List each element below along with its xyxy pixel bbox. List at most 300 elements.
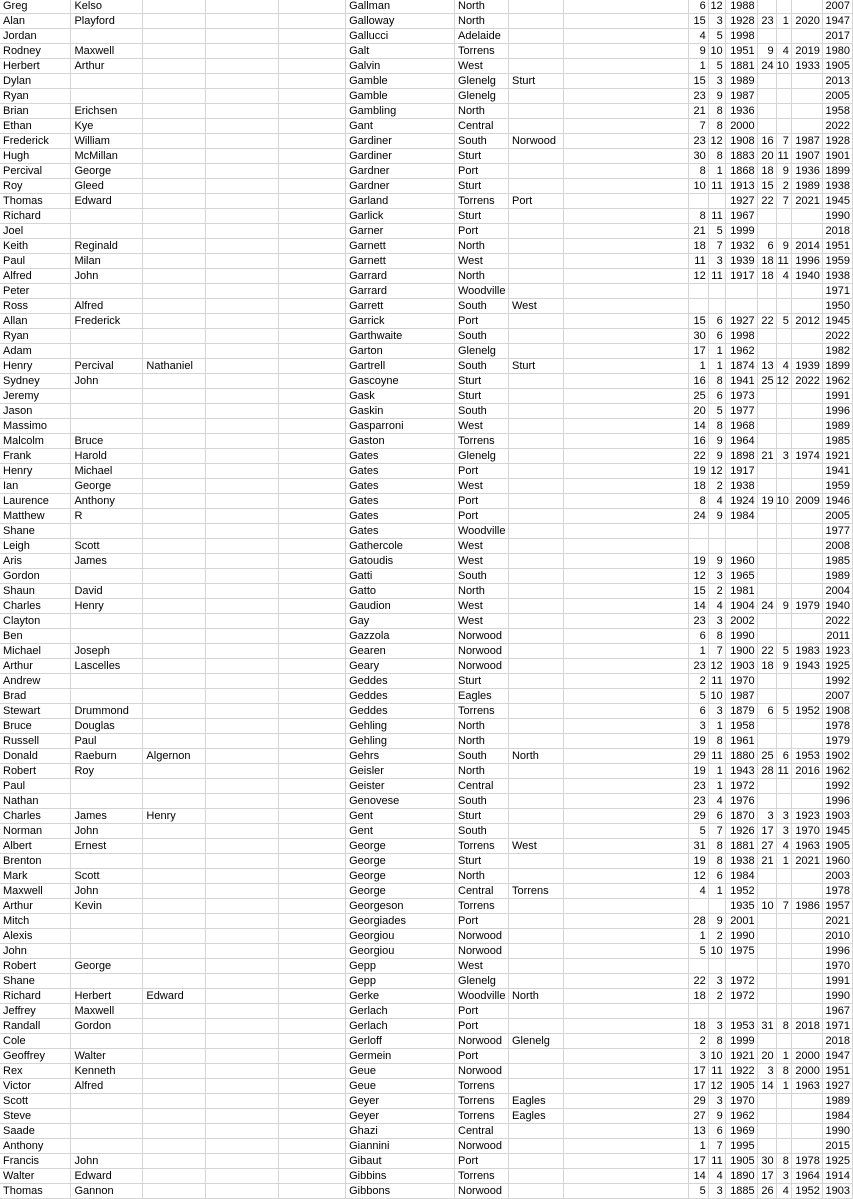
first-name-cell[interactable]: Brian (0, 104, 71, 119)
debut-year-cell[interactable]: 1903 (822, 809, 852, 824)
death-month-cell[interactable]: 3 (776, 449, 791, 464)
death-year-cell[interactable]: 1974 (791, 449, 822, 464)
blank-col-d-cell[interactable] (206, 629, 279, 644)
birth-month-cell[interactable]: 3 (708, 704, 725, 719)
death-year-cell[interactable]: 1979 (791, 599, 822, 614)
blank-col-d-cell[interactable] (206, 299, 279, 314)
blank-col-e-cell[interactable] (279, 359, 346, 374)
birth-day-cell[interactable]: 25 (688, 389, 708, 404)
birth-year-cell[interactable]: 1917 (725, 269, 757, 284)
death-year-cell[interactable]: 1964 (791, 1169, 822, 1184)
first-name-cell[interactable]: Geoffrey (0, 1049, 71, 1064)
death-month-cell[interactable]: 7 (776, 899, 791, 914)
third-name-cell[interactable] (143, 74, 206, 89)
surname-cell[interactable]: Gatto (346, 584, 455, 599)
birth-day-cell[interactable]: 13 (688, 1124, 708, 1139)
surname-cell[interactable]: Gates (346, 524, 455, 539)
blank-col-d-cell[interactable] (206, 884, 279, 899)
death-month-cell[interactable] (776, 524, 791, 539)
third-name-cell[interactable] (143, 59, 206, 74)
death-month-cell[interactable] (776, 119, 791, 134)
blank-col-d-cell[interactable] (206, 59, 279, 74)
blank-col-i-cell[interactable] (563, 134, 688, 149)
debut-year-cell[interactable]: 1927 (822, 1079, 852, 1094)
surname-cell[interactable]: Gates (346, 464, 455, 479)
blank-col-i-cell[interactable] (563, 539, 688, 554)
blank-col-d-cell[interactable] (206, 134, 279, 149)
blank-col-d-cell[interactable] (206, 644, 279, 659)
death-day-cell[interactable] (757, 209, 776, 224)
blank-col-i-cell[interactable] (563, 839, 688, 854)
death-month-cell[interactable]: 4 (776, 44, 791, 59)
death-year-cell[interactable] (791, 104, 822, 119)
club-2-cell[interactable] (508, 329, 563, 344)
third-name-cell[interactable] (143, 104, 206, 119)
debut-year-cell[interactable]: 1945 (822, 824, 852, 839)
third-name-cell[interactable] (143, 314, 206, 329)
blank-col-i-cell[interactable] (563, 704, 688, 719)
club-2-cell[interactable] (508, 1004, 563, 1019)
birth-year-cell[interactable]: 2001 (725, 914, 757, 929)
club-2-cell[interactable] (508, 809, 563, 824)
surname-cell[interactable]: Galt (346, 44, 455, 59)
club-cell[interactable]: North (455, 584, 509, 599)
third-name-cell[interactable] (143, 179, 206, 194)
surname-cell[interactable]: Garrick (346, 314, 455, 329)
first-name-cell[interactable]: Randall (0, 1019, 71, 1034)
birth-month-cell[interactable] (708, 539, 725, 554)
first-name-cell[interactable]: Norman (0, 824, 71, 839)
birth-day-cell[interactable]: 6 (688, 629, 708, 644)
second-name-cell[interactable]: Scott (71, 869, 143, 884)
debut-year-cell[interactable]: 1992 (822, 674, 852, 689)
birth-month-cell[interactable]: 6 (708, 314, 725, 329)
third-name-cell[interactable] (143, 929, 206, 944)
blank-col-i-cell[interactable] (563, 959, 688, 974)
club-2-cell[interactable] (508, 764, 563, 779)
blank-col-i-cell[interactable] (563, 494, 688, 509)
surname-cell[interactable]: Gardiner (346, 149, 455, 164)
blank-col-d-cell[interactable] (206, 764, 279, 779)
birth-month-cell[interactable]: 7 (708, 644, 725, 659)
death-day-cell[interactable]: 6 (757, 704, 776, 719)
club-2-cell[interactable] (508, 824, 563, 839)
blank-col-d-cell[interactable] (206, 1184, 279, 1199)
club-cell[interactable]: North (455, 104, 509, 119)
second-name-cell[interactable]: William (71, 134, 143, 149)
birth-day-cell[interactable]: 29 (688, 1094, 708, 1109)
birth-year-cell[interactable]: 1987 (725, 689, 757, 704)
birth-day-cell[interactable]: 1 (688, 1139, 708, 1154)
death-month-cell[interactable]: 9 (776, 599, 791, 614)
first-name-cell[interactable]: Aris (0, 554, 71, 569)
debut-year-cell[interactable]: 2022 (822, 329, 852, 344)
birth-day-cell[interactable]: 4 (688, 29, 708, 44)
second-name-cell[interactable]: Herbert (71, 989, 143, 1004)
birth-month-cell[interactable]: 12 (708, 0, 725, 14)
second-name-cell[interactable]: Reginald (71, 239, 143, 254)
blank-col-e-cell[interactable] (279, 314, 346, 329)
second-name-cell[interactable] (71, 1124, 143, 1139)
death-year-cell[interactable]: 1953 (791, 749, 822, 764)
first-name-cell[interactable]: Jeffrey (0, 1004, 71, 1019)
club-cell[interactable]: Port (455, 464, 509, 479)
birth-day-cell[interactable]: 7 (688, 119, 708, 134)
third-name-cell[interactable] (143, 119, 206, 134)
surname-cell[interactable]: Gask (346, 389, 455, 404)
debut-year-cell[interactable]: 2010 (822, 929, 852, 944)
death-day-cell[interactable] (757, 584, 776, 599)
club-cell[interactable]: Port (455, 314, 509, 329)
death-year-cell[interactable] (791, 974, 822, 989)
birth-day-cell[interactable]: 21 (688, 224, 708, 239)
blank-col-i-cell[interactable] (563, 1169, 688, 1184)
death-month-cell[interactable]: 5 (776, 704, 791, 719)
blank-col-i-cell[interactable] (563, 434, 688, 449)
surname-cell[interactable]: Gazzola (346, 629, 455, 644)
birth-day-cell[interactable]: 4 (688, 884, 708, 899)
death-day-cell[interactable]: 3 (757, 1064, 776, 1079)
death-month-cell[interactable]: 10 (776, 494, 791, 509)
debut-year-cell[interactable]: 1960 (822, 854, 852, 869)
blank-col-d-cell[interactable] (206, 1154, 279, 1169)
birth-day-cell[interactable]: 28 (688, 914, 708, 929)
birth-day-cell[interactable]: 30 (688, 149, 708, 164)
birth-day-cell[interactable]: 23 (688, 659, 708, 674)
second-name-cell[interactable] (71, 779, 143, 794)
blank-col-e-cell[interactable] (279, 269, 346, 284)
club-2-cell[interactable] (508, 179, 563, 194)
club-2-cell[interactable] (508, 374, 563, 389)
debut-year-cell[interactable]: 1938 (822, 269, 852, 284)
birth-day-cell[interactable]: 17 (688, 1079, 708, 1094)
club-2-cell[interactable] (508, 674, 563, 689)
club-cell[interactable]: South (455, 569, 509, 584)
death-month-cell[interactable] (776, 1109, 791, 1124)
death-year-cell[interactable] (791, 434, 822, 449)
blank-col-e-cell[interactable] (279, 224, 346, 239)
first-name-cell[interactable]: Ross (0, 299, 71, 314)
birth-day-cell[interactable]: 21 (688, 104, 708, 119)
death-day-cell[interactable] (757, 104, 776, 119)
death-day-cell[interactable] (757, 929, 776, 944)
birth-month-cell[interactable]: 1 (708, 164, 725, 179)
third-name-cell[interactable] (143, 689, 206, 704)
debut-year-cell[interactable]: 1958 (822, 104, 852, 119)
birth-day-cell[interactable]: 12 (688, 269, 708, 284)
club-cell[interactable]: Adelaide (455, 29, 509, 44)
second-name-cell[interactable]: Raeburn (71, 749, 143, 764)
blank-col-d-cell[interactable] (206, 314, 279, 329)
death-month-cell[interactable] (776, 1034, 791, 1049)
second-name-cell[interactable]: George (71, 479, 143, 494)
birth-year-cell[interactable]: 1999 (725, 224, 757, 239)
birth-day-cell[interactable]: 5 (688, 1184, 708, 1199)
blank-col-e-cell[interactable] (279, 479, 346, 494)
first-name-cell[interactable]: Joel (0, 224, 71, 239)
surname-cell[interactable]: Gardner (346, 179, 455, 194)
death-day-cell[interactable] (757, 524, 776, 539)
death-day-cell[interactable] (757, 1109, 776, 1124)
debut-year-cell[interactable]: 2005 (822, 89, 852, 104)
club-cell[interactable]: South (455, 134, 509, 149)
second-name-cell[interactable] (71, 929, 143, 944)
surname-cell[interactable]: Georgiou (346, 944, 455, 959)
death-year-cell[interactable]: 1996 (791, 254, 822, 269)
death-month-cell[interactable] (776, 914, 791, 929)
death-year-cell[interactable] (791, 539, 822, 554)
blank-col-d-cell[interactable] (206, 989, 279, 1004)
death-month-cell[interactable]: 5 (776, 314, 791, 329)
surname-cell[interactable]: Gerloff (346, 1034, 455, 1049)
blank-col-d-cell[interactable] (206, 494, 279, 509)
blank-col-e-cell[interactable] (279, 584, 346, 599)
blank-col-e-cell[interactable] (279, 1139, 346, 1154)
death-year-cell[interactable]: 2018 (791, 1019, 822, 1034)
club-2-cell[interactable] (508, 629, 563, 644)
birth-day-cell[interactable]: 22 (688, 449, 708, 464)
blank-col-i-cell[interactable] (563, 944, 688, 959)
club-2-cell[interactable] (508, 449, 563, 464)
birth-year-cell[interactable]: 1987 (725, 89, 757, 104)
debut-year-cell[interactable]: 1899 (822, 164, 852, 179)
birth-month-cell[interactable]: 8 (708, 419, 725, 434)
blank-col-i-cell[interactable] (563, 479, 688, 494)
surname-cell[interactable]: Geyer (346, 1094, 455, 1109)
club-2-cell[interactable]: Eagles (508, 1109, 563, 1124)
death-year-cell[interactable]: 2022 (791, 374, 822, 389)
birth-month-cell[interactable]: 9 (708, 1109, 725, 1124)
blank-col-d-cell[interactable] (206, 194, 279, 209)
first-name-cell[interactable]: Herbert (0, 59, 71, 74)
death-month-cell[interactable] (776, 689, 791, 704)
death-year-cell[interactable]: 1987 (791, 134, 822, 149)
death-day-cell[interactable] (757, 674, 776, 689)
debut-year-cell[interactable]: 2004 (822, 584, 852, 599)
blank-col-i-cell[interactable] (563, 449, 688, 464)
death-year-cell[interactable] (791, 209, 822, 224)
birth-day-cell[interactable]: 15 (688, 584, 708, 599)
death-day-cell[interactable] (757, 1139, 776, 1154)
death-day-cell[interactable] (757, 989, 776, 1004)
blank-col-e-cell[interactable] (279, 689, 346, 704)
club-2-cell[interactable] (508, 389, 563, 404)
birth-year-cell[interactable]: 1922 (725, 1064, 757, 1079)
third-name-cell[interactable] (143, 944, 206, 959)
death-day-cell[interactable] (757, 1124, 776, 1139)
birth-month-cell[interactable]: 10 (708, 689, 725, 704)
birth-year-cell[interactable]: 1972 (725, 779, 757, 794)
club-2-cell[interactable]: Torrens (508, 884, 563, 899)
club-2-cell[interactable]: West (508, 839, 563, 854)
birth-day-cell[interactable]: 23 (688, 89, 708, 104)
death-day-cell[interactable] (757, 539, 776, 554)
death-month-cell[interactable]: 10 (776, 59, 791, 74)
blank-col-d-cell[interactable] (206, 1169, 279, 1184)
death-day-cell[interactable] (757, 464, 776, 479)
birth-day-cell[interactable]: 9 (688, 44, 708, 59)
second-name-cell[interactable] (71, 569, 143, 584)
blank-col-e-cell[interactable] (279, 989, 346, 1004)
third-name-cell[interactable] (143, 719, 206, 734)
third-name-cell[interactable] (143, 959, 206, 974)
club-2-cell[interactable] (508, 704, 563, 719)
birth-day-cell[interactable]: 5 (688, 944, 708, 959)
blank-col-e-cell[interactable] (279, 134, 346, 149)
first-name-cell[interactable]: Thomas (0, 194, 71, 209)
club-cell[interactable]: Central (455, 1124, 509, 1139)
blank-col-e-cell[interactable] (279, 569, 346, 584)
debut-year-cell[interactable]: 1996 (822, 944, 852, 959)
birth-year-cell[interactable]: 1962 (725, 344, 757, 359)
second-name-cell[interactable] (71, 29, 143, 44)
death-day-cell[interactable] (757, 1034, 776, 1049)
birth-year-cell[interactable]: 1879 (725, 704, 757, 719)
blank-col-d-cell[interactable] (206, 509, 279, 524)
blank-col-d-cell[interactable] (206, 0, 279, 14)
blank-col-d-cell[interactable] (206, 119, 279, 134)
death-day-cell[interactable]: 23 (757, 14, 776, 29)
blank-col-e-cell[interactable] (279, 44, 346, 59)
club-2-cell[interactable] (508, 269, 563, 284)
death-day-cell[interactable]: 17 (757, 1169, 776, 1184)
third-name-cell[interactable] (143, 404, 206, 419)
blank-col-d-cell[interactable] (206, 839, 279, 854)
birth-month-cell[interactable]: 12 (708, 464, 725, 479)
death-year-cell[interactable] (791, 509, 822, 524)
blank-col-i-cell[interactable] (563, 899, 688, 914)
death-month-cell[interactable]: 11 (776, 149, 791, 164)
birth-year-cell[interactable]: 2000 (725, 119, 757, 134)
birth-day-cell[interactable]: 15 (688, 14, 708, 29)
surname-cell[interactable]: Gent (346, 824, 455, 839)
death-month-cell[interactable] (776, 959, 791, 974)
blank-col-d-cell[interactable] (206, 524, 279, 539)
debut-year-cell[interactable]: 2005 (822, 509, 852, 524)
first-name-cell[interactable]: Alan (0, 14, 71, 29)
death-month-cell[interactable]: 9 (776, 239, 791, 254)
birth-day-cell[interactable]: 30 (688, 329, 708, 344)
debut-year-cell[interactable]: 1991 (822, 389, 852, 404)
birth-month-cell[interactable]: 5 (708, 29, 725, 44)
death-year-cell[interactable]: 2014 (791, 239, 822, 254)
first-name-cell[interactable]: Jeremy (0, 389, 71, 404)
death-month-cell[interactable]: 1 (776, 1079, 791, 1094)
birth-month-cell[interactable]: 10 (708, 944, 725, 959)
death-day-cell[interactable] (757, 914, 776, 929)
blank-col-d-cell[interactable] (206, 794, 279, 809)
birth-year-cell[interactable]: 1904 (725, 599, 757, 614)
second-name-cell[interactable] (71, 689, 143, 704)
second-name-cell[interactable]: Edward (71, 1169, 143, 1184)
death-year-cell[interactable]: 1933 (791, 59, 822, 74)
surname-cell[interactable]: Gaskin (346, 404, 455, 419)
blank-col-d-cell[interactable] (206, 914, 279, 929)
birth-month-cell[interactable]: 6 (708, 1124, 725, 1139)
death-month-cell[interactable]: 3 (776, 824, 791, 839)
death-year-cell[interactable]: 1983 (791, 644, 822, 659)
debut-year-cell[interactable]: 2013 (822, 74, 852, 89)
birth-year-cell[interactable] (725, 299, 757, 314)
blank-col-i-cell[interactable] (563, 0, 688, 14)
birth-month-cell[interactable]: 9 (708, 554, 725, 569)
second-name-cell[interactable]: Roy (71, 764, 143, 779)
birth-year-cell[interactable]: 1981 (725, 584, 757, 599)
birth-day-cell[interactable]: 16 (688, 434, 708, 449)
blank-col-i-cell[interactable] (563, 884, 688, 899)
birth-month-cell[interactable]: 7 (708, 1139, 725, 1154)
birth-month-cell[interactable]: 11 (708, 1154, 725, 1169)
death-year-cell[interactable]: 1907 (791, 149, 822, 164)
club-2-cell[interactable] (508, 539, 563, 554)
third-name-cell[interactable] (143, 779, 206, 794)
first-name-cell[interactable]: Charles (0, 809, 71, 824)
blank-col-e-cell[interactable] (279, 344, 346, 359)
surname-cell[interactable]: Geue (346, 1079, 455, 1094)
birth-year-cell[interactable]: 1999 (725, 1034, 757, 1049)
third-name-cell[interactable] (143, 1139, 206, 1154)
blank-col-d-cell[interactable] (206, 344, 279, 359)
blank-col-e-cell[interactable] (279, 1079, 346, 1094)
blank-col-i-cell[interactable] (563, 404, 688, 419)
blank-col-i-cell[interactable] (563, 809, 688, 824)
surname-cell[interactable]: Garland (346, 194, 455, 209)
first-name-cell[interactable]: Alexis (0, 929, 71, 944)
first-name-cell[interactable]: Shane (0, 524, 71, 539)
birth-day-cell[interactable]: 17 (688, 344, 708, 359)
birth-year-cell[interactable]: 1890 (725, 1169, 757, 1184)
blank-col-d-cell[interactable] (206, 869, 279, 884)
club-2-cell[interactable] (508, 404, 563, 419)
club-2-cell[interactable] (508, 89, 563, 104)
club-2-cell[interactable] (508, 284, 563, 299)
blank-col-i-cell[interactable] (563, 764, 688, 779)
debut-year-cell[interactable]: 1938 (822, 179, 852, 194)
debut-year-cell[interactable]: 1928 (822, 134, 852, 149)
club-cell[interactable]: Norwood (455, 1184, 509, 1199)
birth-day-cell[interactable]: 15 (688, 74, 708, 89)
club-cell[interactable]: South (455, 404, 509, 419)
birth-month-cell[interactable]: 1 (708, 884, 725, 899)
debut-year-cell[interactable]: 1971 (822, 284, 852, 299)
third-name-cell[interactable] (143, 269, 206, 284)
death-day-cell[interactable] (757, 569, 776, 584)
club-2-cell[interactable] (508, 1049, 563, 1064)
second-name-cell[interactable]: David (71, 584, 143, 599)
death-month-cell[interactable] (776, 539, 791, 554)
third-name-cell[interactable] (143, 0, 206, 14)
first-name-cell[interactable]: Greg (0, 0, 71, 14)
blank-col-i-cell[interactable] (563, 329, 688, 344)
debut-year-cell[interactable]: 2003 (822, 869, 852, 884)
first-name-cell[interactable]: Saade (0, 1124, 71, 1139)
birth-month-cell[interactable] (708, 194, 725, 209)
birth-month-cell[interactable]: 9 (708, 89, 725, 104)
third-name-cell[interactable] (143, 284, 206, 299)
second-name-cell[interactable]: Joseph (71, 644, 143, 659)
birth-year-cell[interactable]: 1968 (725, 419, 757, 434)
blank-col-i-cell[interactable] (563, 509, 688, 524)
debut-year-cell[interactable]: 1951 (822, 1064, 852, 1079)
blank-col-d-cell[interactable] (206, 809, 279, 824)
second-name-cell[interactable]: Douglas (71, 719, 143, 734)
second-name-cell[interactable] (71, 854, 143, 869)
surname-cell[interactable]: Gallucci (346, 29, 455, 44)
birth-month-cell[interactable]: 3 (708, 1019, 725, 1034)
death-year-cell[interactable]: 1978 (791, 1154, 822, 1169)
surname-cell[interactable]: Gepp (346, 959, 455, 974)
surname-cell[interactable]: Gant (346, 119, 455, 134)
